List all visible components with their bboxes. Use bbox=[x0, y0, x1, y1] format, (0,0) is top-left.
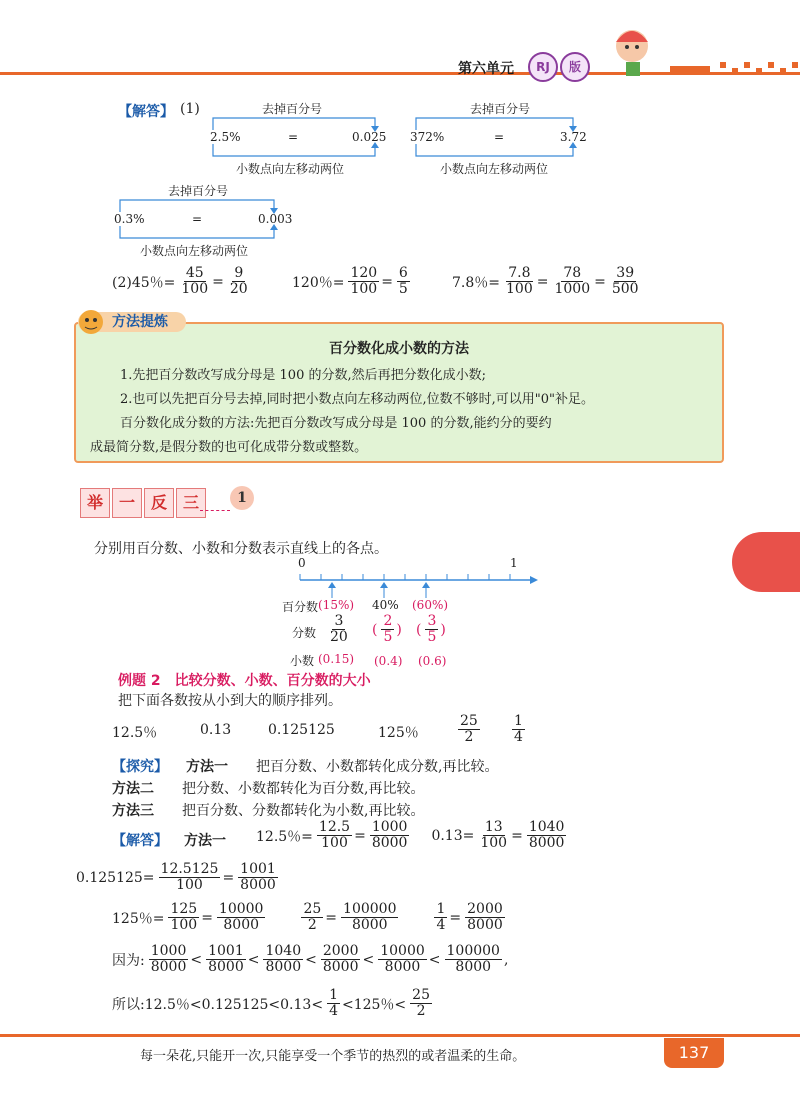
pct-value-3: (60%) bbox=[412, 598, 449, 612]
part-two-b-lead: 120％= bbox=[292, 274, 345, 291]
axis-one: 1 bbox=[510, 556, 518, 570]
diagram1-right: 0.025 bbox=[352, 130, 387, 144]
answer2-label: 【解答】 bbox=[112, 833, 168, 849]
frac-value-2: ( $\frac{2}{5}$ ) bbox=[372, 613, 402, 645]
number-item: 12.5％ bbox=[112, 725, 158, 741]
part-two-row-a: (2)45％= $\frac{45}{100}$ = $\frac{9}{20}$ bbox=[112, 265, 248, 297]
practice-number: 1 bbox=[230, 486, 254, 510]
number-item: 0.13 bbox=[200, 722, 232, 738]
number-item: 125％ bbox=[378, 725, 419, 741]
diagram3-left: 0.3% bbox=[114, 212, 145, 226]
page-number: 137 bbox=[664, 1038, 724, 1068]
dec-value-3: (0.6) bbox=[418, 654, 447, 668]
fraction: $\frac{9}{20}$ bbox=[229, 265, 248, 297]
so-row: 所以:12.5％<0.125125<0.13< $\frac{1}{4}$ <125％< $\frac{25}{2}$ bbox=[112, 987, 430, 1019]
unit-title: 第六单元 bbox=[458, 61, 514, 77]
diagram2-left: 372% bbox=[410, 130, 445, 144]
footer-rule bbox=[0, 1034, 800, 1037]
pct-value-1: (15%) bbox=[318, 598, 355, 612]
footer-quote: 每一朵花,只能开一次,只能享受一个季节的热烈的或者温柔的生命。 bbox=[140, 1049, 526, 1064]
diagram3-equals: = bbox=[192, 212, 203, 226]
practice-heading bbox=[80, 488, 208, 518]
pct-value-2: 40% bbox=[372, 598, 399, 612]
answer-label: 【解答】 bbox=[118, 104, 174, 120]
part-two-row-b: 120％= $\frac{120}{100}$ = $\frac{6}{5}$ bbox=[292, 265, 408, 297]
checker-decoration bbox=[670, 60, 800, 76]
diagram2-bottom-label: 小数点向左移动两位 bbox=[440, 162, 549, 176]
heading-dash bbox=[200, 510, 230, 511]
solution-row-2: 0.125125= $\frac{12.5125}{100}$ = $\frac{1001}{8000}$ bbox=[76, 861, 276, 893]
method-title: 百分数化成小数的方法 bbox=[329, 341, 469, 357]
fraction: $\frac{6}{5}$ bbox=[398, 265, 408, 297]
practice-prompt: 分别用百分数、小数和分数表示直线上的各点。 bbox=[94, 541, 388, 557]
rj-badge: RJ bbox=[528, 52, 558, 82]
method-tag: 方法提炼 bbox=[78, 312, 186, 332]
method-summary-box bbox=[74, 322, 724, 463]
method-three-text: 把百分数、分数都转化为小数,再比较。 bbox=[182, 803, 425, 819]
fraction: $\frac{7.8}{100}$ bbox=[506, 265, 533, 297]
number-line bbox=[290, 570, 540, 600]
part-one-label: (1) bbox=[180, 101, 200, 117]
fraction: $\frac{120}{100}$ bbox=[350, 265, 378, 297]
mascot-icon bbox=[74, 304, 108, 338]
number-item: 0.125125 bbox=[268, 722, 335, 738]
diagram1-equals: = bbox=[288, 130, 299, 144]
method-line-1: 1.先把百分数改写成分母是 100 的分数,然后再把分数化成小数; bbox=[120, 368, 486, 383]
solution-row-3: 125％= $\frac{125}{100}$ = $\frac{10000}{8000}$ $\frac{25}{2}$ = $\frac{100000}{8000}$ $\frac{1}{4}$ = $\frac{2000}{8000}$ bbox=[112, 901, 503, 933]
part-two-lead: (2)45％= bbox=[112, 274, 176, 291]
part-two-row-c: 7.8％= $\frac{7.8}{100}$ = $\frac{78}{1000}$ = $\frac{39}{500}$ bbox=[452, 265, 639, 297]
diagram1-top-label: 去掉百分号 bbox=[262, 102, 323, 116]
cartoon-mascot-icon bbox=[600, 20, 660, 80]
diagram3-top-label: 去掉百分号 bbox=[168, 184, 229, 198]
diagram3-right: 0.003 bbox=[258, 212, 293, 226]
diagram2-right: 3.72 bbox=[560, 130, 587, 144]
explore-label: 【探究】 bbox=[112, 759, 168, 775]
side-tab bbox=[732, 532, 800, 592]
method-one-text: 把百分数、小数都转化成分数,再比较。 bbox=[256, 759, 499, 775]
method-two-text: 把分数、小数都转化为百分数,再比较。 bbox=[182, 781, 425, 797]
dec-value-1: (0.15) bbox=[318, 652, 355, 666]
heading-char: 三 bbox=[176, 488, 206, 518]
frac-value-1: $\frac{3}{20}$ bbox=[330, 613, 348, 645]
answer2-method: 方法一 bbox=[184, 833, 226, 849]
method-one-label: 方法一 bbox=[186, 759, 228, 775]
frac-row-label: 分数 bbox=[292, 626, 317, 640]
method-two-label: 方法二 bbox=[112, 781, 154, 797]
fraction: $\frac{45}{100}$ bbox=[181, 265, 209, 297]
fraction-item: $\frac{25}{2}$ bbox=[460, 713, 478, 745]
method-line-3: 百分数化成分数的方法:先把百分数改写成分母是 100 的分数,能约分的要约 bbox=[120, 416, 552, 431]
dec-row-label: 小数 bbox=[290, 654, 315, 668]
solution-row-1: 12.5％= $\frac{12.5}{100}$ = $\frac{1000}{8000}$ 0.13= $\frac{13}{100}$ = $\frac{1040}{8000}$ bbox=[256, 819, 565, 851]
heading-char: 一 bbox=[112, 488, 142, 518]
heading-char: 举 bbox=[80, 488, 110, 518]
diagram2-equals: = bbox=[494, 130, 505, 144]
fraction: $\frac{39}{500}$ bbox=[611, 265, 639, 297]
fraction-item: $\frac{1}{4}$ bbox=[514, 713, 523, 745]
part-two-c-lead: 7.8％= bbox=[452, 274, 500, 291]
heading-char: 反 bbox=[144, 488, 174, 518]
method-three-label: 方法三 bbox=[112, 803, 154, 819]
frac-value-3: ( $\frac{3}{5}$ ) bbox=[416, 613, 446, 645]
pct-row-label: 百分数 bbox=[282, 600, 319, 614]
axis-zero: 0 bbox=[298, 556, 306, 570]
diagram3-bottom-label: 小数点向左移动两位 bbox=[140, 244, 249, 258]
example2-title: 例题 2 比较分数、小数、百分数的大小 bbox=[118, 673, 371, 689]
diagram1-bottom-label: 小数点向左移动两位 bbox=[236, 162, 345, 176]
diagram2-top-label: 去掉百分号 bbox=[470, 102, 531, 116]
because-row: 因为: $\frac{1000}{8000}$ < $\frac{1001}{8000}$ < $\frac{1040}{8000}$ < $\frac{2000}{8000}$ < $\frac{10000}{8000}$ < $\frac{100000}{8000}$ , bbox=[112, 943, 509, 975]
fraction: $\frac{78}{1000}$ bbox=[554, 265, 591, 297]
diagram1-left: 2.5% bbox=[210, 130, 241, 144]
method-line-4: 成最简分数,是假分数的也可化成带分数或整数。 bbox=[90, 440, 368, 455]
example2-prompt: 把下面各数按从小到大的顺序排列。 bbox=[118, 693, 342, 709]
dec-value-2: (0.4) bbox=[374, 654, 403, 668]
method-line-2: 2.也可以先把百分号去掉,同时把小数点向左移动两位,位数不够时,可以用"0"补足。 bbox=[120, 392, 595, 407]
edition-badge: 版 bbox=[560, 52, 590, 82]
